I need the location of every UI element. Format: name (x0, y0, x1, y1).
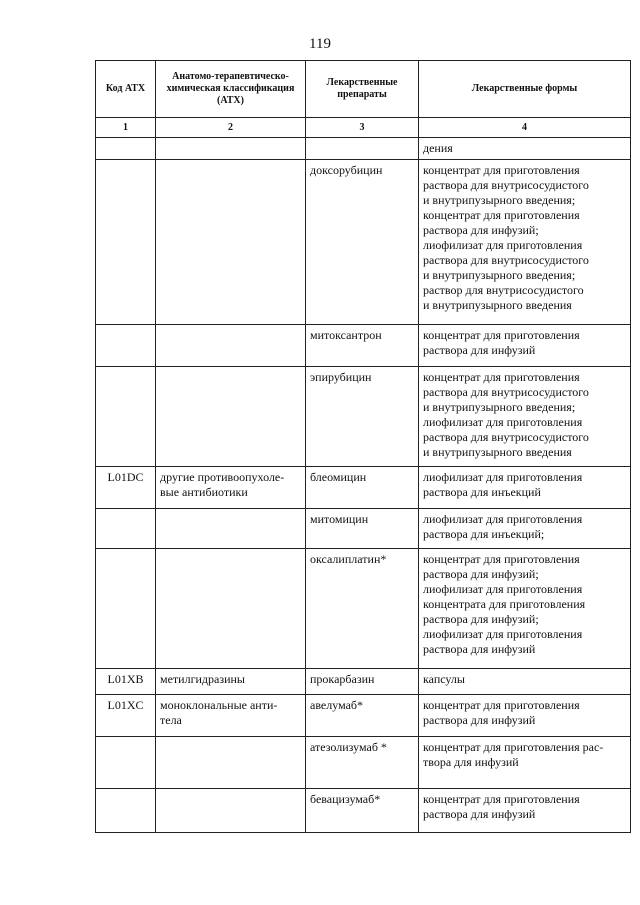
classification (156, 160, 306, 325)
header-code: Код АТХ (96, 61, 156, 118)
dosage-forms: лиофилизат для приготовления раствора для инъекций (419, 467, 631, 509)
dosage-forms: концентрат для приготовления раствора для внутрисосудистого и внутрипузырного введения; концентрат для приготовления раствора для инфузий; лиофилизат для приготовления раствора для внутрисосудистого и внутрипузырного введения; раствор для внутрисосудистого и внутрипузырного введения (419, 160, 631, 325)
atx-code (96, 367, 156, 467)
atx-code: L01XB (96, 669, 156, 695)
table-row (96, 695, 631, 737)
atx-code (96, 737, 156, 789)
atx-code (96, 789, 156, 833)
classification (156, 138, 306, 160)
table-row (96, 737, 631, 789)
table-row (96, 509, 631, 549)
dosage-forms: концентрат для приготовления раствора для инфузий (419, 789, 631, 833)
drug-name (306, 138, 419, 160)
atx-code (96, 509, 156, 549)
classification (156, 325, 306, 367)
table-row (96, 789, 631, 833)
header-classification: Анатомо-терапевтическо-химическая классификация (АТХ) (156, 61, 306, 118)
drug-name: блеомицин (306, 467, 419, 509)
table-row (96, 367, 631, 467)
classification (156, 737, 306, 789)
drug-name: доксорубицин (306, 160, 419, 325)
dosage-forms: дения (419, 138, 631, 160)
atx-code (96, 160, 156, 325)
dosage-forms: лиофилизат для приготовления раствора для инъекций; (419, 509, 631, 549)
column-number: 1 (96, 118, 156, 138)
classification (156, 509, 306, 549)
column-number: 4 (419, 118, 631, 138)
header-row (96, 61, 631, 118)
atx-table (95, 60, 631, 833)
column-number: 2 (156, 118, 306, 138)
atx-code (96, 325, 156, 367)
atx-code: L01XC (96, 695, 156, 737)
column-number-row (96, 118, 631, 138)
atx-code (96, 138, 156, 160)
table-row (96, 669, 631, 695)
drug-name: атезолизумаб * (306, 737, 419, 789)
drug-name: эпирубицин (306, 367, 419, 467)
classification: метилгидразины (156, 669, 306, 695)
dosage-forms: концентрат для приготовления раствора для инфузий (419, 325, 631, 367)
classification (156, 789, 306, 833)
dosage-forms: концентрат для приготовления раствора для внутрисосудистого и внутрипузырного введения; лиофилизат для приготовления раствора для внутрисосудистого и внутрипузырного введения (419, 367, 631, 467)
table-row (96, 138, 631, 160)
dosage-forms: концентрат для приготовления раствора для инфузий; лиофилизат для приготовления концентрата для приготовления раствора для инфузий; лиофилизат для приготовления раствора для инфузий (419, 549, 631, 669)
drug-name: прокарбазин (306, 669, 419, 695)
table-row (96, 160, 631, 325)
classification (156, 367, 306, 467)
drug-name: оксалиплатин* (306, 549, 419, 669)
dosage-forms: концентрат для приготовления рас- твора для инфузий (419, 737, 631, 789)
header-drugs: Лекарственные препараты (306, 61, 419, 118)
drug-name: авелумаб* (306, 695, 419, 737)
drug-name: митоксантрон (306, 325, 419, 367)
atx-code: L01DC (96, 467, 156, 509)
atx-code (96, 549, 156, 669)
page-number: 119 (309, 36, 331, 52)
drug-name: митомицин (306, 509, 419, 549)
classification: другие противоопухоле- вые антибиотики (156, 467, 306, 509)
column-number: 3 (306, 118, 419, 138)
table-row (96, 467, 631, 509)
header-forms: Лекарственные формы (419, 61, 631, 118)
drug-name: бевацизумаб* (306, 789, 419, 833)
classification: моноклональные анти- тела (156, 695, 306, 737)
dosage-forms: капсулы (419, 669, 631, 695)
dosage-forms: концентрат для приготовления раствора для инфузий (419, 695, 631, 737)
table-row (96, 549, 631, 669)
table-row (96, 325, 631, 367)
classification (156, 549, 306, 669)
